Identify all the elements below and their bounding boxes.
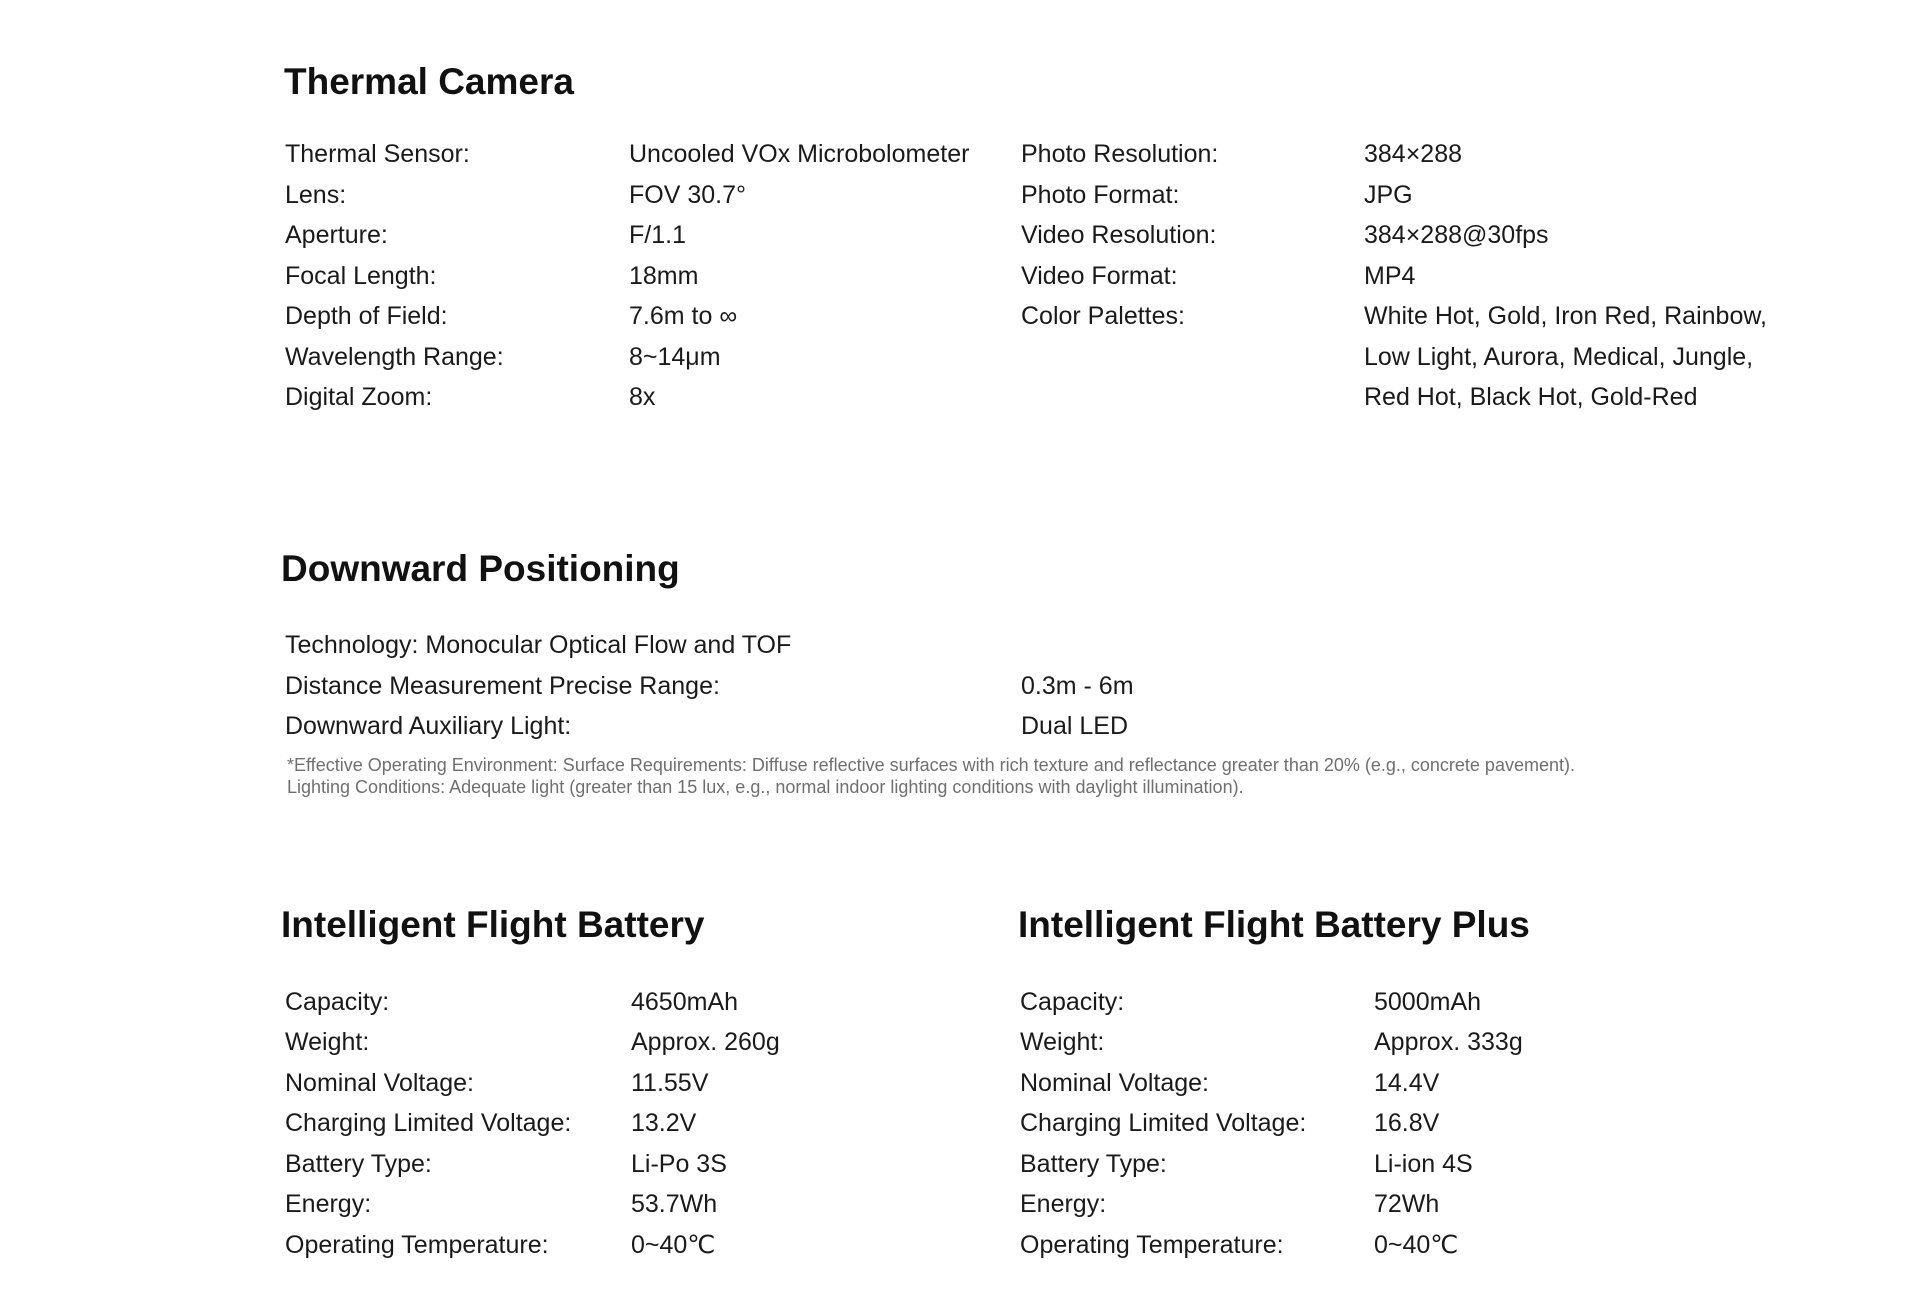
spec-value: 53.7Wh bbox=[631, 1190, 718, 1218]
spec-label: Capacity: bbox=[1020, 988, 1125, 1016]
spec-label: Photo Format: bbox=[1021, 181, 1180, 209]
spec-value: 0~40℃ bbox=[631, 1231, 716, 1259]
spec-value: 8x bbox=[629, 383, 656, 411]
section-title-flight-battery: Intelligent Flight Battery bbox=[281, 904, 705, 945]
spec-label: Charging Limited Voltage: bbox=[285, 1109, 572, 1137]
spec-label: Energy: bbox=[285, 1190, 372, 1218]
spec-label: Photo Resolution: bbox=[1021, 140, 1219, 168]
spec-value: Low Light, Aurora, Medical, Jungle, bbox=[1364, 343, 1754, 371]
spec-value: 4650mAh bbox=[631, 988, 739, 1016]
spec-value: Approx. 333g bbox=[1374, 1028, 1523, 1056]
footnote-lighting-conditions: Lighting Conditions: Adequate light (greater than 15 lux, e.g., normal indoor lighting conditions with daylight illumination). bbox=[287, 777, 1244, 797]
spec-value: 72Wh bbox=[1374, 1190, 1440, 1218]
footnote-operating-environment: *Effective Operating Environment: Surface Requirements: Diffuse reflective surfaces with rich texture and reflectance greater than 20% (e.g., concrete pavement). bbox=[287, 755, 1575, 775]
spec-value: 7.6m to ∞ bbox=[629, 302, 738, 330]
spec-value: 384×288 bbox=[1364, 140, 1463, 168]
spec-value: Li-ion 4S bbox=[1374, 1150, 1473, 1178]
spec-value: 13.2V bbox=[631, 1109, 697, 1137]
spec-label: Color Palettes: bbox=[1021, 302, 1185, 330]
spec-label: Depth of Field: bbox=[285, 302, 448, 330]
spec-value: Approx. 260g bbox=[631, 1028, 780, 1056]
spec-label: Wavelength Range: bbox=[285, 343, 504, 371]
spec-label: Operating Temperature: bbox=[285, 1231, 549, 1259]
spec-label: Thermal Sensor: bbox=[285, 140, 470, 168]
spec-label: Digital Zoom: bbox=[285, 383, 433, 411]
spec-label: Operating Temperature: bbox=[1020, 1231, 1284, 1259]
section-title-downward-positioning: Downward Positioning bbox=[281, 548, 680, 589]
spec-label: Nominal Voltage: bbox=[1020, 1069, 1210, 1097]
spec-value: 0~40℃ bbox=[1374, 1231, 1459, 1259]
spec-label: Battery Type: bbox=[1020, 1150, 1167, 1178]
spec-value: 8~14μm bbox=[629, 343, 721, 371]
spec-label: Weight: bbox=[1020, 1028, 1105, 1056]
spec-value: JPG bbox=[1364, 181, 1413, 209]
spec-value: 5000mAh bbox=[1374, 988, 1482, 1016]
spec-value: MP4 bbox=[1364, 262, 1416, 290]
spec-value: 11.55V bbox=[631, 1069, 709, 1097]
spec-value: F/1.1 bbox=[629, 221, 686, 249]
spec-value: 14.4V bbox=[1374, 1069, 1440, 1097]
spec-value: 384×288@30fps bbox=[1364, 221, 1549, 249]
spec-label: Capacity: bbox=[285, 988, 390, 1016]
spec-label: Lens: bbox=[285, 181, 347, 209]
spec-label: Video Format: bbox=[1021, 262, 1178, 290]
spec-label: Distance Measurement Precise Range: bbox=[285, 672, 720, 700]
spec-value: Li-Po 3S bbox=[631, 1150, 727, 1178]
spec-label: Energy: bbox=[1020, 1190, 1107, 1218]
spec-label: Aperture: bbox=[285, 221, 388, 249]
spec-label: Technology: Monocular Optical Flow and TOF bbox=[285, 631, 792, 659]
section-title-flight-battery-plus: Intelligent Flight Battery Plus bbox=[1018, 904, 1530, 945]
spec-value: 18mm bbox=[629, 262, 699, 290]
spec-label: Charging Limited Voltage: bbox=[1020, 1109, 1307, 1137]
spec-value: 0.3m - 6m bbox=[1021, 672, 1134, 700]
spec-label: Battery Type: bbox=[285, 1150, 432, 1178]
spec-label: Nominal Voltage: bbox=[285, 1069, 475, 1097]
spec-value: FOV 30.7° bbox=[629, 181, 746, 209]
spec-value: Dual LED bbox=[1021, 712, 1128, 740]
spec-value: White Hot, Gold, Iron Red, Rainbow, bbox=[1364, 302, 1767, 330]
spec-label: Focal Length: bbox=[285, 262, 437, 290]
spec-value: Uncooled VOx Microbolometer bbox=[629, 140, 970, 168]
spec-label: Video Resolution: bbox=[1021, 221, 1217, 249]
spec-label: Downward Auxiliary Light: bbox=[285, 712, 572, 740]
section-title-thermal-camera: Thermal Camera bbox=[284, 61, 574, 102]
spec-value: 16.8V bbox=[1374, 1109, 1440, 1137]
spec-label: Weight: bbox=[285, 1028, 370, 1056]
spec-value: Red Hot, Black Hot, Gold-Red bbox=[1364, 383, 1698, 411]
